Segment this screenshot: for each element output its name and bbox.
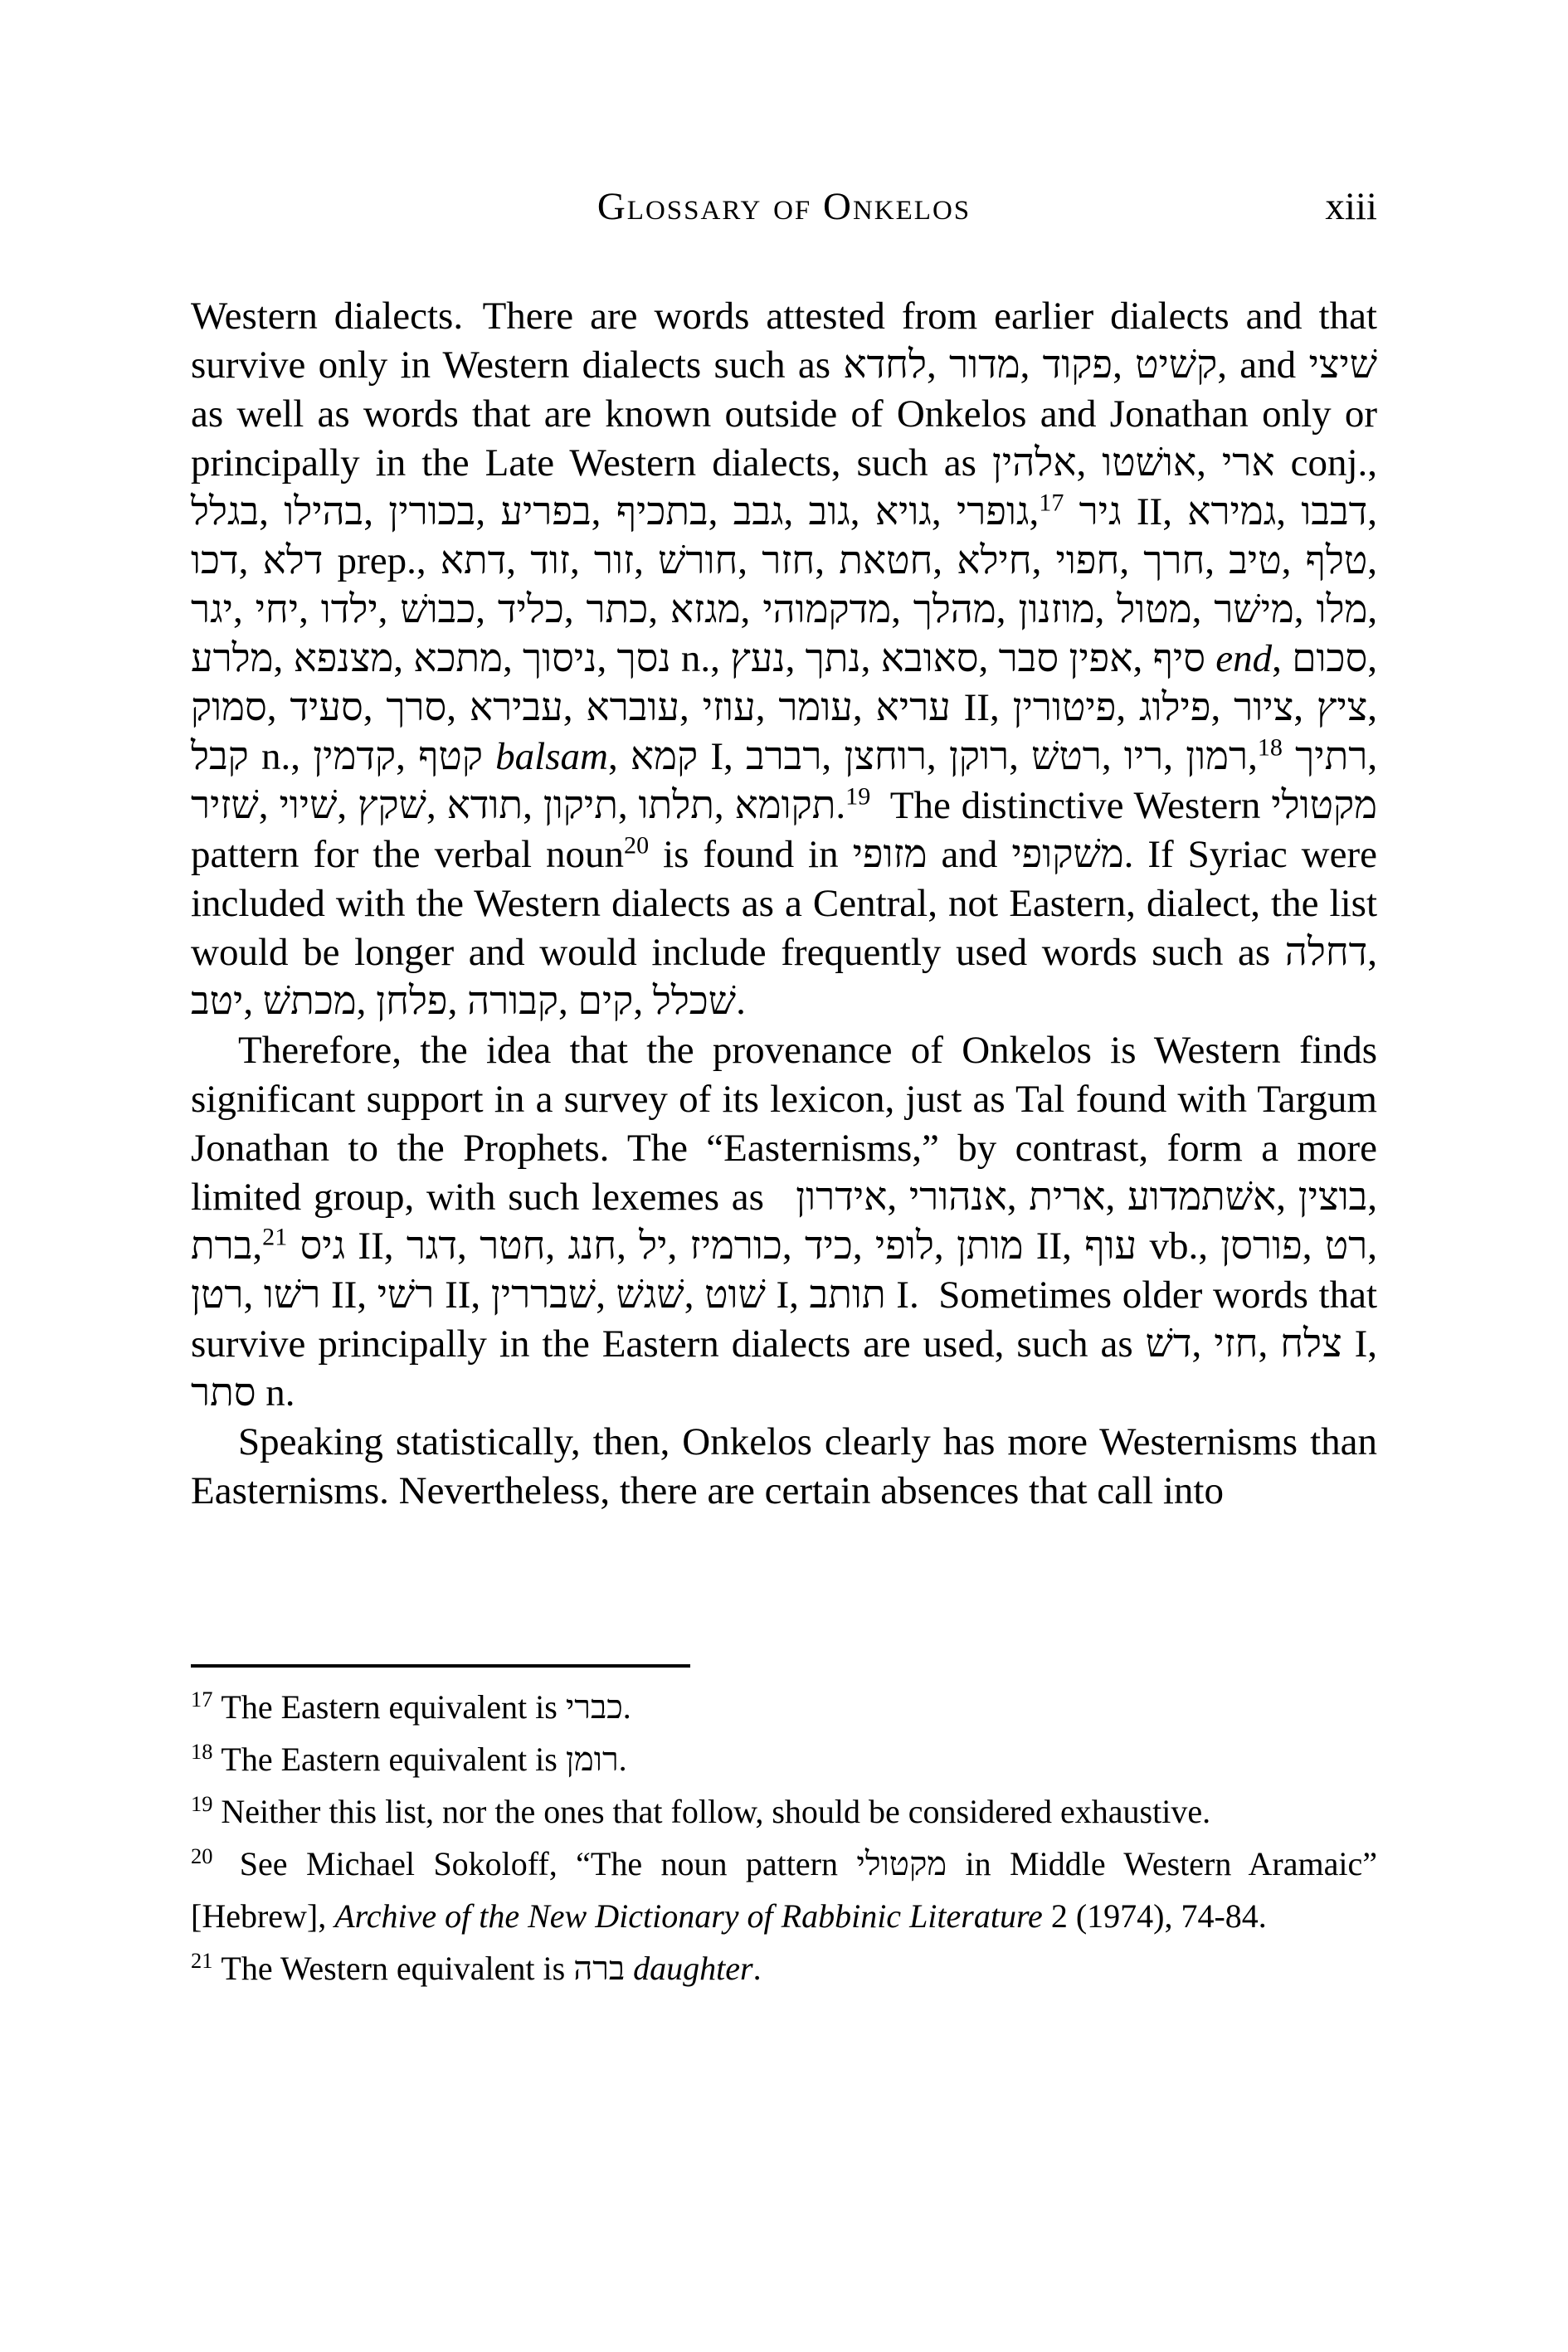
footnote-item <box>191 1942 1377 1994</box>
footnote-marker: 21 <box>262 1222 288 1251</box>
paragraph <box>191 1418 1377 1516</box>
footnote-text: See Michael Sokoloff, “The noun pattern מקטולי in Middle Western Aramaic” [Hebrew], <box>191 1845 1377 1935</box>
text-body <box>191 292 1377 1516</box>
footnote-number: 20 <box>191 1843 213 1868</box>
footnote-number: 19 <box>191 1790 213 1816</box>
text-segment: רתיך,‎ שׁזיר,‎ שׁיוי,‎ שׁקץ,‎ תודא,‎ תיקון,‎ תלתו,‎ תקומא.‎ <box>191 735 1378 827</box>
footnote-item <box>191 1785 1377 1838</box>
text-segment: גיס II, דגר,‎ חטר,‎ חנג,‎ יל,‎ כורמיז,‎ כיד,‎ לופי,‎ מותן II, עוף vb., פורסן,‎ רט,‎ רטן,‎ רשׁו II, רשׁי II, שׁבררין,‎ שׁגשׁ,‎ שׁוט I, תותב I. Sometimes older words that survive principally in the Eastern dialects are used, such as דשׁ,‎ חזי,‎ צלח I, סתר n. <box>191 1225 1378 1415</box>
text-segment: , קמא I, רברב,‎ רוחצן,‎ רוקן,‎ רטשׁ,‎ ריו,‎ רמון,‎ <box>607 735 1258 778</box>
text-segment: גיר II, גמירא,‎ דבבו,‎ דכו,‎ דלא prep., דתא,‎ זוד,‎ זור,‎ חורשׁ,‎ חזר,‎ חטאת,‎ חילא,‎ חפוי,‎ חרך,‎ טיב,‎ טלף,‎ יגר,‎ יחי,‎ ילדו,‎ כבושׁ,‎ כליד,‎ כתר,‎ מגזא,‎ מדקמוהי,‎ מהלך,‎ מוזנון,‎ מטול,‎ מישׁר,‎ מלו,‎ מלרע,‎ מצנפא,‎ מתכא,‎ ניסוך,‎ נסך n., נעץ,‎ נתך,‎ סאובא,‎ סבר‎ אפין,‎ סיף <box>191 490 1378 680</box>
footnote-item <box>191 1681 1377 1733</box>
running-title: Glossary of Onkelos <box>597 185 971 228</box>
text-segment: end <box>1215 637 1273 680</box>
footnote-text: 2 (1974), 74-84. <box>1042 1897 1267 1935</box>
footnote-marker: 19 <box>845 782 871 811</box>
footnote-text: daughter <box>633 1950 753 1987</box>
text-segment: , סכום,‎ סמוק,‎ סעיד,‎ סרך,‎ עבירא,‎ עוברא,‎ עוזי,‎ עומר,‎ עריא II, פיטורין,‎ פילוג,‎ ציור,‎ ציץ,‎ קבל n., קדמין,‎ קטף <box>191 637 1378 778</box>
text-segment: balsam <box>495 735 608 778</box>
footnote-marker: 18 <box>1257 733 1283 762</box>
footnote-number: 21 <box>191 1947 213 1973</box>
footnote-item <box>191 1838 1377 1942</box>
paragraph <box>191 1026 1377 1418</box>
footnote-rule <box>191 1664 690 1668</box>
page-header <box>191 184 1377 234</box>
text-segment: The distinctive Western מקטולי pattern for the verbal noun <box>191 784 1378 876</box>
footnote-list <box>191 1681 1377 1994</box>
footnote-marker: 17 <box>1039 488 1064 517</box>
paragraph <box>191 292 1377 1026</box>
footnote-text: The Eastern equivalent is כברי. <box>221 1688 631 1726</box>
footnote-item <box>191 1733 1377 1785</box>
footnote-text: . <box>752 1950 762 1987</box>
text-segment: Speaking statistically, then, Onkelos clearly has more Westernisms than Easternisms. Nevertheless, there are certain absences that call into <box>191 1420 1377 1512</box>
footnote-text: Archive of the New Dictionary of Rabbinic Literature <box>334 1897 1043 1935</box>
footnote-text: The Western equivalent is ברה <box>221 1950 634 1987</box>
footnote-marker: 20 <box>624 830 650 859</box>
text-segment: is found in מזופי and משׁקופי. If Syriac were included with the Western dialects as a Central, not Eastern, dialect, the list would be longer and would include frequently used words such as דחלה,‎ יטב,‎ מכתשׁ,‎ פלחן,‎ קבורה,‎ קים,‎ שׁכלל. <box>191 833 1377 1023</box>
footnote-text: The Eastern equivalent is רומן. <box>221 1741 627 1778</box>
footnote-number: 18 <box>191 1738 213 1764</box>
footnote-number: 17 <box>191 1686 213 1712</box>
text-segment: Western dialects. There are words attested from earlier dialects and that survive only in Western dialects such as לחדא,‎ מדור,‎ פקוד,‎ קשׁיט,‎ and שׁיצי as well as words that are known outside of Onkelos and Jonathan only or principally in the Late Western dialects, such as אלהין,‎ אושׁטו,‎ ארי conj., בגלל,‎ בהילו,‎ בכורין,‎ בפריע,‎ בתכיף,‎ גבב,‎ גוב,‎ גויא,‎ גופרי,‎ <box>191 295 1378 533</box>
footnote-text: Neither this list, nor the ones that follow, should be considered exhaustive. <box>221 1793 1211 1830</box>
page-number: xiii <box>1325 185 1377 228</box>
text-segment: Therefore, the idea that the provenance of Onkelos is Western finds significant support in a survey of its lexicon, just as Tal found with Targum Jonathan to the Prophets. The “Easternisms,” by contrast, form a more limited group, with such lexemes as אידרון,‎ אנהורי,‎ ארית,‎ אשׁתמדוע,‎ בוצין,‎ ברת,‎ <box>191 1029 1378 1268</box>
